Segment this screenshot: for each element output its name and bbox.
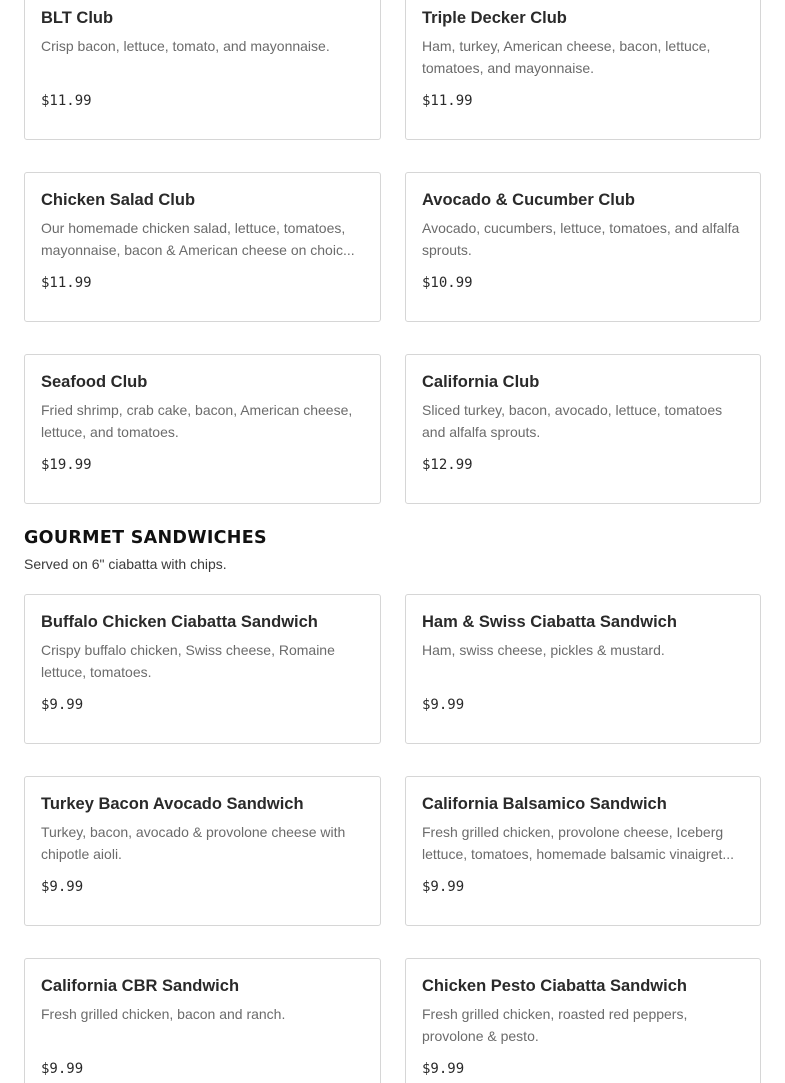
menu-item-name: Buffalo Chicken Ciabatta Sandwich <box>41 613 318 631</box>
menu-item-price: $9.99 <box>422 697 465 713</box>
menu-item-price: $9.99 <box>422 879 465 895</box>
menu-item-price: $9.99 <box>41 697 84 713</box>
menu-item-price: $10.99 <box>422 275 473 291</box>
menu-item-name: Ham & Swiss Ciabatta Sandwich <box>422 613 677 631</box>
menu-item-name: BLT Club <box>41 9 114 27</box>
menu-item-description: Turkey, bacon, avocado & provolone cheese with chipotle aioli. <box>41 824 346 862</box>
menu-item-description: Ham, turkey, American cheese, bacon, lettuce, tomatoes, and mayonnaise. <box>422 38 711 76</box>
menu-item-card[interactable] <box>405 594 761 744</box>
menu-item-name: Chicken Pesto Ciabatta Sandwich <box>422 977 687 995</box>
menu-item-description: Fresh grilled chicken, roasted red peppers, provolone & pesto. <box>422 1006 688 1044</box>
menu-item-price: $11.99 <box>41 93 92 109</box>
menu-item-card[interactable] <box>405 354 761 504</box>
menu-item-price: $9.99 <box>41 1061 84 1077</box>
menu-item-card[interactable] <box>24 172 381 322</box>
menu-item-card[interactable] <box>24 0 381 140</box>
menu-item-description: Avocado, cucumbers, lettuce, tomatoes, and alfalfa sprouts. <box>422 220 740 258</box>
menu-item-name: Avocado & Cucumber Club <box>422 191 635 209</box>
menu-item-name: California Balsamico Sandwich <box>422 795 667 813</box>
menu-item-description: Fresh grilled chicken, provolone cheese, Iceberg lettuce, tomatoes, homemade balsamic vinaigret... <box>422 824 735 862</box>
menu-item-description: Fried shrimp, crab cake, bacon, American cheese, lettuce, and tomatoes. <box>41 402 353 440</box>
menu-item-price: $9.99 <box>422 1061 465 1077</box>
menu-item-description: Crisp bacon, lettuce, tomato, and mayonnaise. <box>41 38 330 54</box>
menu-item-name: California CBR Sandwich <box>41 977 240 995</box>
club-sandwich-grid <box>24 0 761 504</box>
section-subtitle: Served on 6" ciabatta with chips. <box>24 556 227 572</box>
menu-item-description: Our homemade chicken salad, lettuce, tomatoes, mayonnaise, bacon & American cheese on choic... <box>41 220 355 258</box>
menu-item-name: Triple Decker Club <box>422 9 567 27</box>
menu-item-price: $9.99 <box>41 879 84 895</box>
menu-item-price: $11.99 <box>422 93 473 109</box>
menu-item-description: Ham, swiss cheese, pickles & mustard. <box>422 642 665 658</box>
menu-item-card[interactable] <box>405 0 761 140</box>
menu-item-card[interactable] <box>24 958 381 1083</box>
menu-item-card[interactable] <box>405 958 761 1083</box>
menu-item-name: California Club <box>422 373 540 391</box>
menu-item-card[interactable] <box>405 776 761 926</box>
menu-item-price: $12.99 <box>422 457 473 473</box>
menu-item-card[interactable] <box>24 594 381 744</box>
menu-item-price: $11.99 <box>41 275 92 291</box>
menu-item-card[interactable] <box>24 776 381 926</box>
menu-item-description: Sliced turkey, bacon, avocado, lettuce, tomatoes and alfalfa sprouts. <box>422 402 723 440</box>
menu-item-card[interactable] <box>24 354 381 504</box>
menu-item-name: Chicken Salad Club <box>41 191 196 209</box>
section-title: GOURMET SANDWICHES <box>24 528 267 548</box>
menu-item-card[interactable] <box>405 172 761 322</box>
menu-item-description: Fresh grilled chicken, bacon and ranch. <box>41 1006 286 1022</box>
menu-item-price: $19.99 <box>41 457 92 473</box>
gourmet-section-header <box>24 528 267 572</box>
menu-item-name: Seafood Club <box>41 373 148 391</box>
menu-item-description: Crispy buffalo chicken, Swiss cheese, Romaine lettuce, tomatoes. <box>41 642 335 680</box>
gourmet-sandwich-grid <box>24 594 761 1083</box>
menu-item-name: Turkey Bacon Avocado Sandwich <box>41 795 304 813</box>
